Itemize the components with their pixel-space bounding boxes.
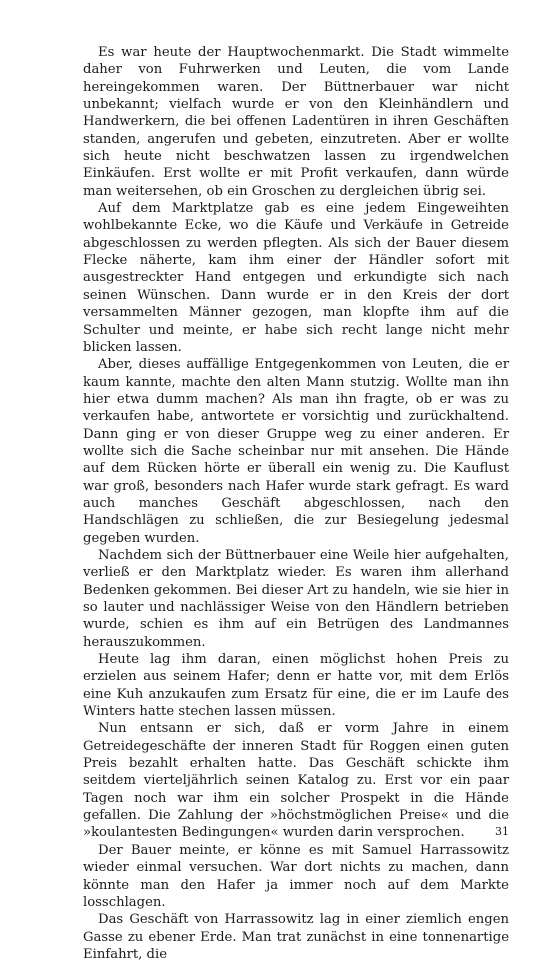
paragraph-4: Nachdem sich der Büttnerbauer eine Weile hier aufgehalten, verließ er den Marktplatz wieder. Es waren ihm allerhand Bedenken gekommen. Bei dieser Art zu handeln, wie sie hier in so lauter und nachlässiger Weise von den Händlern betrieben wurde, schien es ihm auf ein Betrügen des Landmannes herauszukommen.: [83, 547, 509, 650]
paragraph-1: Es war heute der Hauptwochenmarkt. Die Stadt wimmelte daher von Fuhrwerken und Leuten, die vom Lande hereingekommen waren. Der Büttnerbauer war nicht unbekannt; vielfach wurde er von den Kleinhändlern und Handwerkern, die bei offenen Ladentüren in ihren Geschäften standen, angerufen und gebeten, einzutreten. Aber er wollte sich heute nicht beschwatzen lassen zu irgendwelchen Einkäufen. Erst wollte er mit Profit verkaufen, dann würde man weitersehen, ob ein Groschen zu dergleichen übrig sei.: [83, 45, 509, 199]
paragraph-5: Heute lag ihm daran, einen möglichst hohen Preis zu erzielen aus seinem Hafer; denn er hatte vor, mit dem Erlös eine Kuh anzukaufen zum Ersatz für eine, die er im Laufe des Winters hatte stechen lassen müssen.: [83, 652, 509, 720]
paragraph-7: Der Bauer meinte, er könne es mit Samuel Harrassowitz wieder einmal versuchen. War dort nichts zu machen, dann könnte man den Hafer ja immer noch auf dem Markte losschlagen.: [83, 842, 509, 910]
paragraph-3: Aber, dieses auffällige Entgegenkommen von Leuten, die er kaum kannte, machte den alten Mann stutzig. Wollte man ihn hier etwa dumm machen? Als man ihn fragte, ob er was zu verkaufen habe, antwortete er vorsichtig und zurückhaltend. Dann ging er von dieser Gruppe weg zu einer anderen. Er wollte sich die Sache scheinbar nur mit ansehen. Die Hände auf dem Rücken hörte er überall ein wenig zu. Die Kauflust war groß, besonders nach Hafer wurde stark gefragt. Es ward auch manches Geschäft abgeschlossen, nach den Handschlägen zu schließen, die zur Besiegelung jedesmal gegeben wurden.: [83, 357, 509, 546]
paragraph-6: Nun entsann er sich, daß er vorm Jahre in einem Getreidegeschäfte der inneren Stadt für Roggen einen guten Preis bezahlt erhalten hatte. Das Geschäft schickte ihm seitdem vierteljährlich seinen Katalog zu. Erst vor ein paar Tagen noch war ihm ein solcher Prospekt in die Hände gefallen. Die Zahlung der »höchstmöglichen Preise« und die »koulantesten Bedingungen« wurden darin versprochen.: [83, 721, 509, 841]
page-number: 31: [495, 825, 509, 838]
paragraph-2: Auf dem Marktplatze gab es eine jedem Eingeweihten wohlbekannte Ecke, wo die Käufe und Verkäufe in Getreide abgeschlossen zu werden pflegten. Als sich der Bauer diesem Flecke näherte, kam ihm einer der Händler sofort mit ausgestreckter Hand entgegen und erkundigte sich nach seinen Wünschen. Dann wurde er in den Kreis der dort versammelten Männer gezogen, man klopfte ihm auf die Schulter und meinte, er habe sich recht lange nicht mehr blicken lassen.: [83, 201, 509, 355]
body-text: [83, 44, 509, 963]
paragraph-8: Das Geschäft von Harrassowitz lag in einer ziemlich engen Gasse zu ebener Erde. Man trat zunächst in eine tonnenartige Einfahrt, die: [83, 912, 509, 962]
